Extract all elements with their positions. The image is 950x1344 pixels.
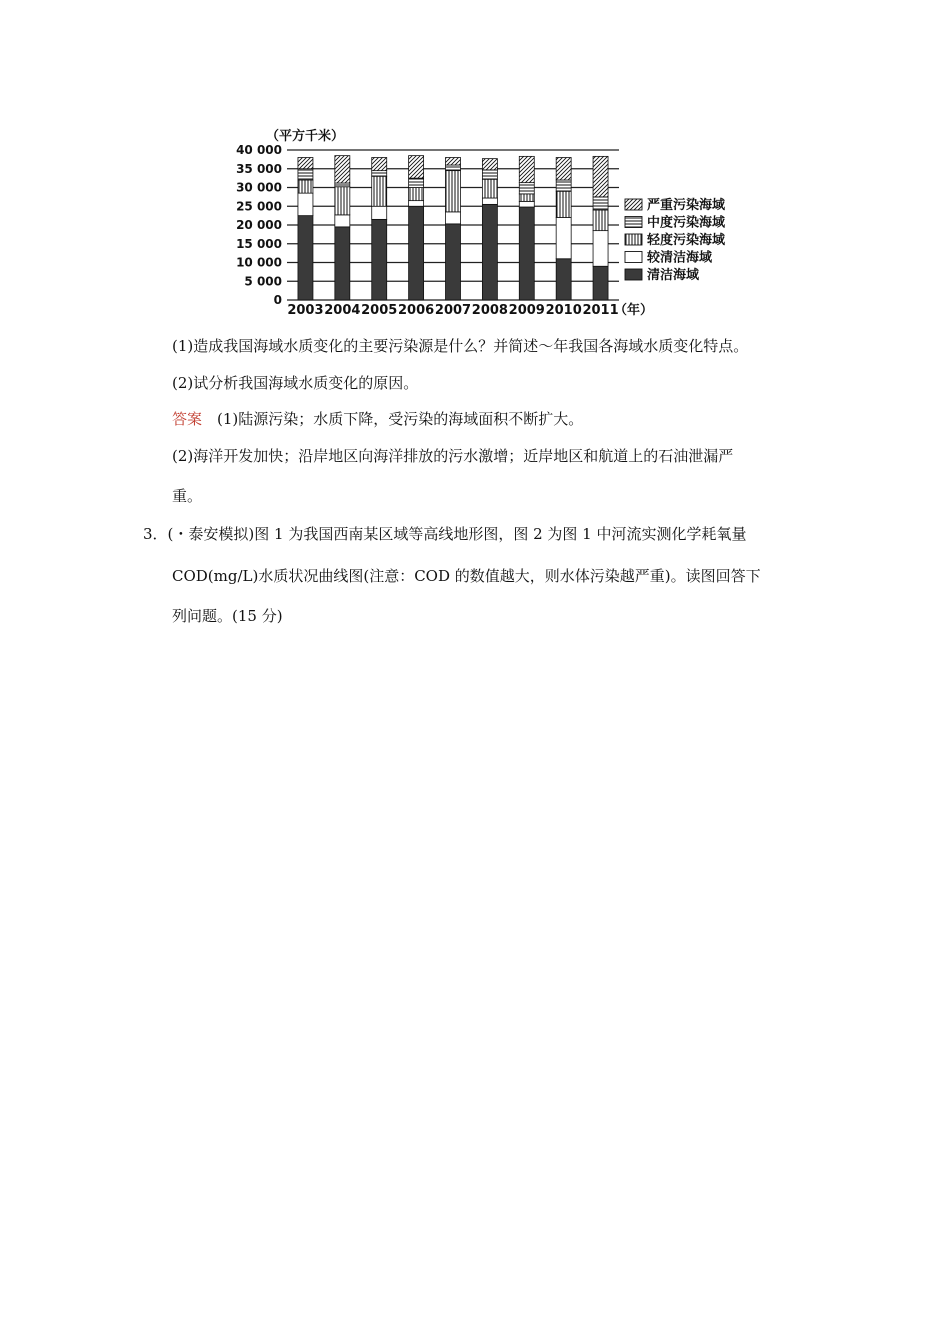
bar-segment: [372, 176, 387, 206]
bar-segment: [335, 183, 350, 187]
x-tick-label: 2004: [324, 303, 361, 318]
x-tick-label: 2009: [508, 303, 545, 318]
bar-segment: [556, 158, 571, 181]
y-tick-label: 15 000: [236, 236, 282, 251]
question-3-line-3: 列问题。(15 分): [172, 607, 283, 625]
y-tick-label: 20 000: [236, 218, 282, 232]
bar-segment: [593, 210, 608, 231]
y-tick-label: 40 000: [236, 143, 282, 157]
legend-swatch: [625, 217, 642, 228]
bar-segment: [482, 179, 497, 198]
bar-segment: [482, 198, 497, 204]
answer-2-line-1: (2)海洋开发加快；沿岸地区向海洋排放的污水激增；近岸地区和航道上的石油泄漏严: [172, 447, 734, 465]
answer-1: (1)陆源污染；水质下降，受污染的海域面积不断扩大。: [202, 410, 584, 428]
legend-label: 清洁海域: [647, 268, 700, 283]
bar-segment: [298, 193, 313, 216]
stacked-bar-chart: [232, 124, 752, 320]
bar-segment: [446, 165, 461, 171]
x-tick-label: 2008: [471, 303, 508, 318]
bar-segment: [335, 156, 350, 183]
bar-segment: [409, 188, 424, 201]
y-tick-label: 0: [273, 293, 282, 307]
x-tick-label: 2011: [582, 303, 619, 318]
question-3-line-1: 3．(・泰安模拟)图 1 为我国西南某区域等高线地形图，图 2 为图 1 中河流实测化学耗氧量: [143, 525, 747, 543]
legend-swatch: [625, 234, 642, 245]
answer-1-line: [172, 409, 583, 429]
answer-2-line-2: 重。: [172, 487, 203, 505]
legend: [625, 197, 726, 283]
question-3-line-2: COD(mg/L)水质状况曲线图(注意：COD 的数值越大，则水体污染越严重)。读图回答下: [172, 567, 761, 585]
legend-label: 较清洁海域: [647, 250, 713, 266]
bar-segment: [519, 194, 534, 202]
question-2: (2)试分析我国海域水质变化的原因。: [172, 374, 419, 392]
bar-segment: [409, 206, 424, 300]
bar-segment: [446, 212, 461, 224]
x-tick-label: 2006: [398, 303, 435, 318]
legend-label: 中度污染海域: [647, 215, 726, 231]
bar-segment: [519, 201, 534, 207]
x-tick-label: 2007: [434, 303, 472, 318]
bar-segment: [593, 231, 608, 267]
bar-segment: [446, 171, 461, 212]
x-tick-label: 2010: [545, 303, 582, 318]
bar-segment: [446, 158, 461, 166]
y-tick-label: 10 000: [236, 255, 282, 270]
bar-segment: [446, 224, 461, 300]
y-tick-label: 25 000: [236, 199, 282, 214]
legend-swatch: [625, 199, 642, 210]
bar-segment: [372, 158, 387, 171]
bar-segment: [409, 156, 424, 179]
x-tick-labels: [287, 303, 618, 318]
x-tick-label: 2005: [361, 303, 398, 318]
bar-segment: [482, 204, 497, 300]
bar-segment: [482, 170, 497, 179]
bar-segment: [556, 191, 571, 217]
bar-segment: [372, 219, 387, 300]
bar-segment: [298, 158, 313, 169]
bar-segment: [409, 178, 424, 187]
bars: [298, 156, 608, 300]
y-tick-label: 30 000: [236, 180, 282, 195]
x-tick-label: 2003: [287, 303, 324, 318]
bar-segment: [519, 156, 534, 182]
legend-label: 轻度污染海域: [647, 233, 726, 248]
answer-label: 答案: [172, 410, 203, 428]
legend-swatch: [625, 252, 642, 263]
bar-segment: [335, 187, 350, 215]
bar-segment: [556, 259, 571, 300]
bar-segment: [482, 159, 497, 170]
bar-segment: [372, 171, 387, 177]
legend-swatch: [625, 269, 642, 280]
bar-segment: [372, 206, 387, 219]
bar-segment: [556, 180, 571, 191]
x-axis-unit-label: （年）: [614, 303, 654, 318]
bar-segment: [593, 266, 608, 300]
y-tick-labels: [236, 143, 282, 307]
bar-segment: [519, 207, 534, 300]
y-tick-label: 35 000: [236, 161, 282, 176]
y-tick-label: 5 000: [244, 274, 282, 289]
bar-segment: [593, 197, 608, 210]
bar-segment: [409, 201, 424, 207]
bar-segment: [298, 216, 313, 300]
bar-segment: [593, 156, 608, 197]
question-1: (1)造成我国海域水质变化的主要污染源是什么？并简述～年我国各海域水质变化特点。: [172, 337, 749, 355]
bar-segment: [298, 169, 313, 180]
bar-segment: [556, 218, 571, 259]
bar-segment: [335, 215, 350, 227]
legend-label: 严重污染海域: [647, 198, 726, 213]
bar-segment: [335, 227, 350, 300]
bar-segment: [298, 180, 313, 193]
bar-segment: [519, 183, 534, 194]
y-axis-unit-label: （平方千米）: [266, 129, 345, 144]
